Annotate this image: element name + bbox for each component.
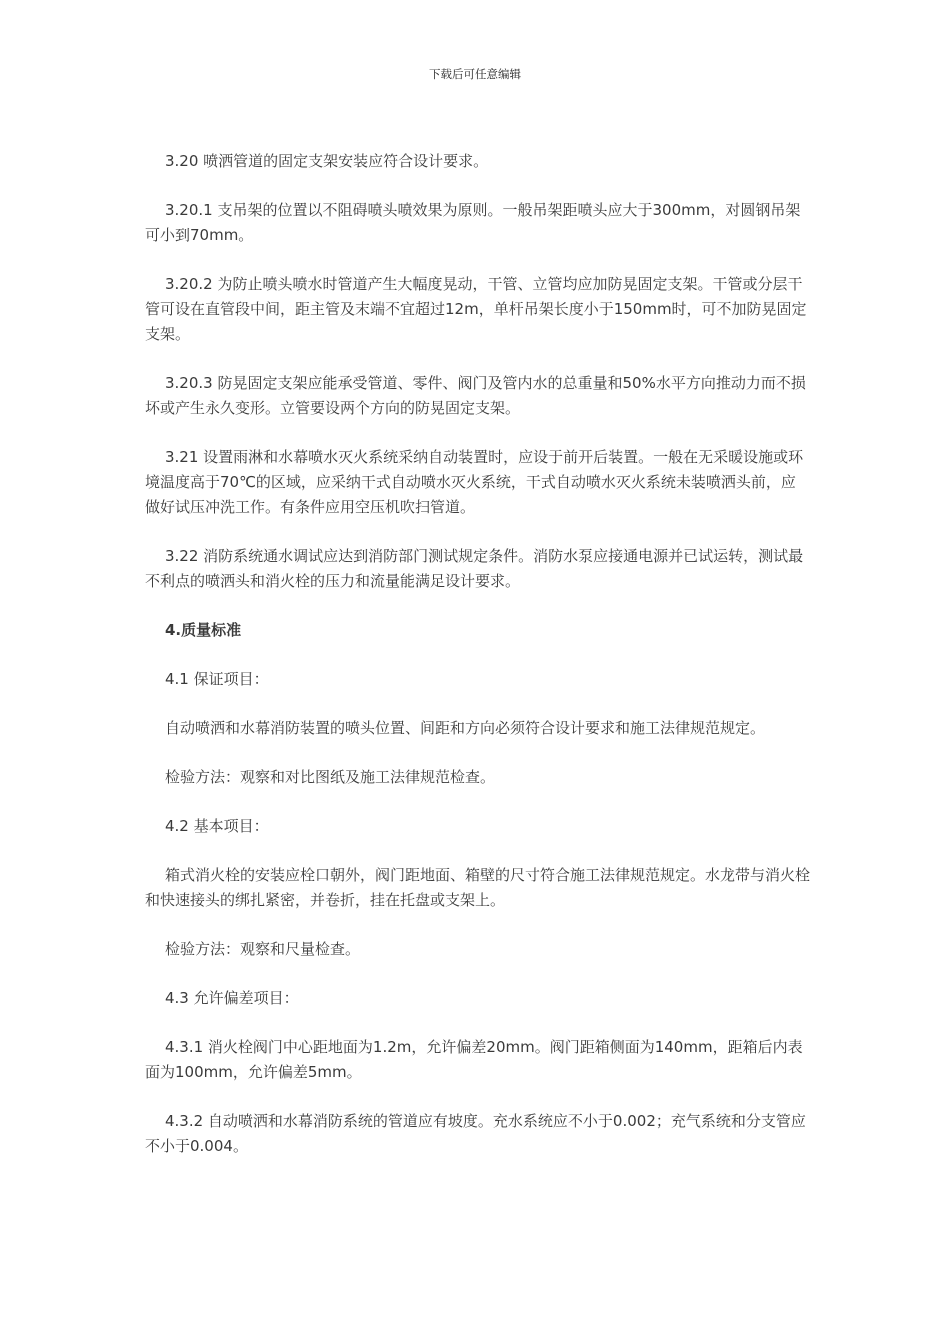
para-3-20-3: 3.20.3 防晃固定支架应能承受管道、零件、阀门及管内水的总重量和50%水平方向推动力而不损坏或产生永久变形。立管要设两个方向的防晃固定支架。 xyxy=(145,374,806,417)
para-3-20: 3.20 喷洒管道的固定支架安装应符合设计要求。 xyxy=(165,152,489,170)
para-4-1-method: 检验方法：观察和对比图纸及施工法律规范检查。 xyxy=(165,768,496,786)
para-4-3: 4.3 允许偏差项目： xyxy=(165,989,299,1007)
para-4-2-method: 检验方法：观察和尺量检查。 xyxy=(165,940,361,958)
page-header: 下载后可任意编辑 xyxy=(429,67,521,81)
para-3-20-1: 3.20.1 支吊架的位置以不阻碍喷头喷效果为原则。一般吊架距喷头应大于300mm，对圆钢吊架可小到70mm。 xyxy=(145,201,801,244)
para-4-3-1: 4.3.1 消火栓阀门中心距地面为1.2m，允许偏差20mm。阀门距箱侧面为140mm，距箱后内表面为100mm，允许偏差5mm。 xyxy=(145,1038,803,1081)
para-3-21: 3.21 设置雨淋和水幕喷水灭火系统采纳自动装置时，应设于前开后装置。一般在无采暖设施或环境温度高于70℃的区域，应采纳干式自动喷水灭火系统，干式自动喷水灭火系统未装喷洒头前，应做好试压冲洗工作。有条件应用空压机吹扫管道。 xyxy=(145,448,804,516)
para-3-20-2: 3.20.2 为防止喷头喷水时管道产生大幅度晃动，干管、立管均应加防晃固定支架。干管或分层干管可设在直管段中间，距主管及末端不宜超过12m，单杆吊架长度小于150mm时，可不加防晃固定支架。 xyxy=(145,275,807,343)
para-4-2: 4.2 基本项目： xyxy=(165,817,269,835)
section-heading-4: 4.质量标准 xyxy=(165,621,242,639)
para-4-3-2: 4.3.2 自动喷洒和水幕消防系统的管道应有坡度。充水系统应不小于0.002；充气系统和分支管应不小于0.004。 xyxy=(145,1112,806,1155)
document-body xyxy=(145,149,810,1183)
para-4-1: 4.1 保证项目： xyxy=(165,670,269,688)
para-4-1-body: 自动喷洒和水幕消防装置的喷头位置、间距和方向必须符合设计要求和施工法律规范规定。 xyxy=(165,719,766,737)
para-4-2-body: 箱式消火栓的安装应栓口朝外，阀门距地面、箱壁的尺寸符合施工法律规范规定。水龙带与消火栓和快速接头的绑扎紧密，并卷折，挂在托盘或支架上。 xyxy=(145,866,811,909)
para-3-22: 3.22 消防系统通水调试应达到消防部门测试规定条件。消防水泵应接通电源并已试运转，测试最不利点的喷洒头和消火栓的压力和流量能满足设计要求。 xyxy=(145,547,804,590)
